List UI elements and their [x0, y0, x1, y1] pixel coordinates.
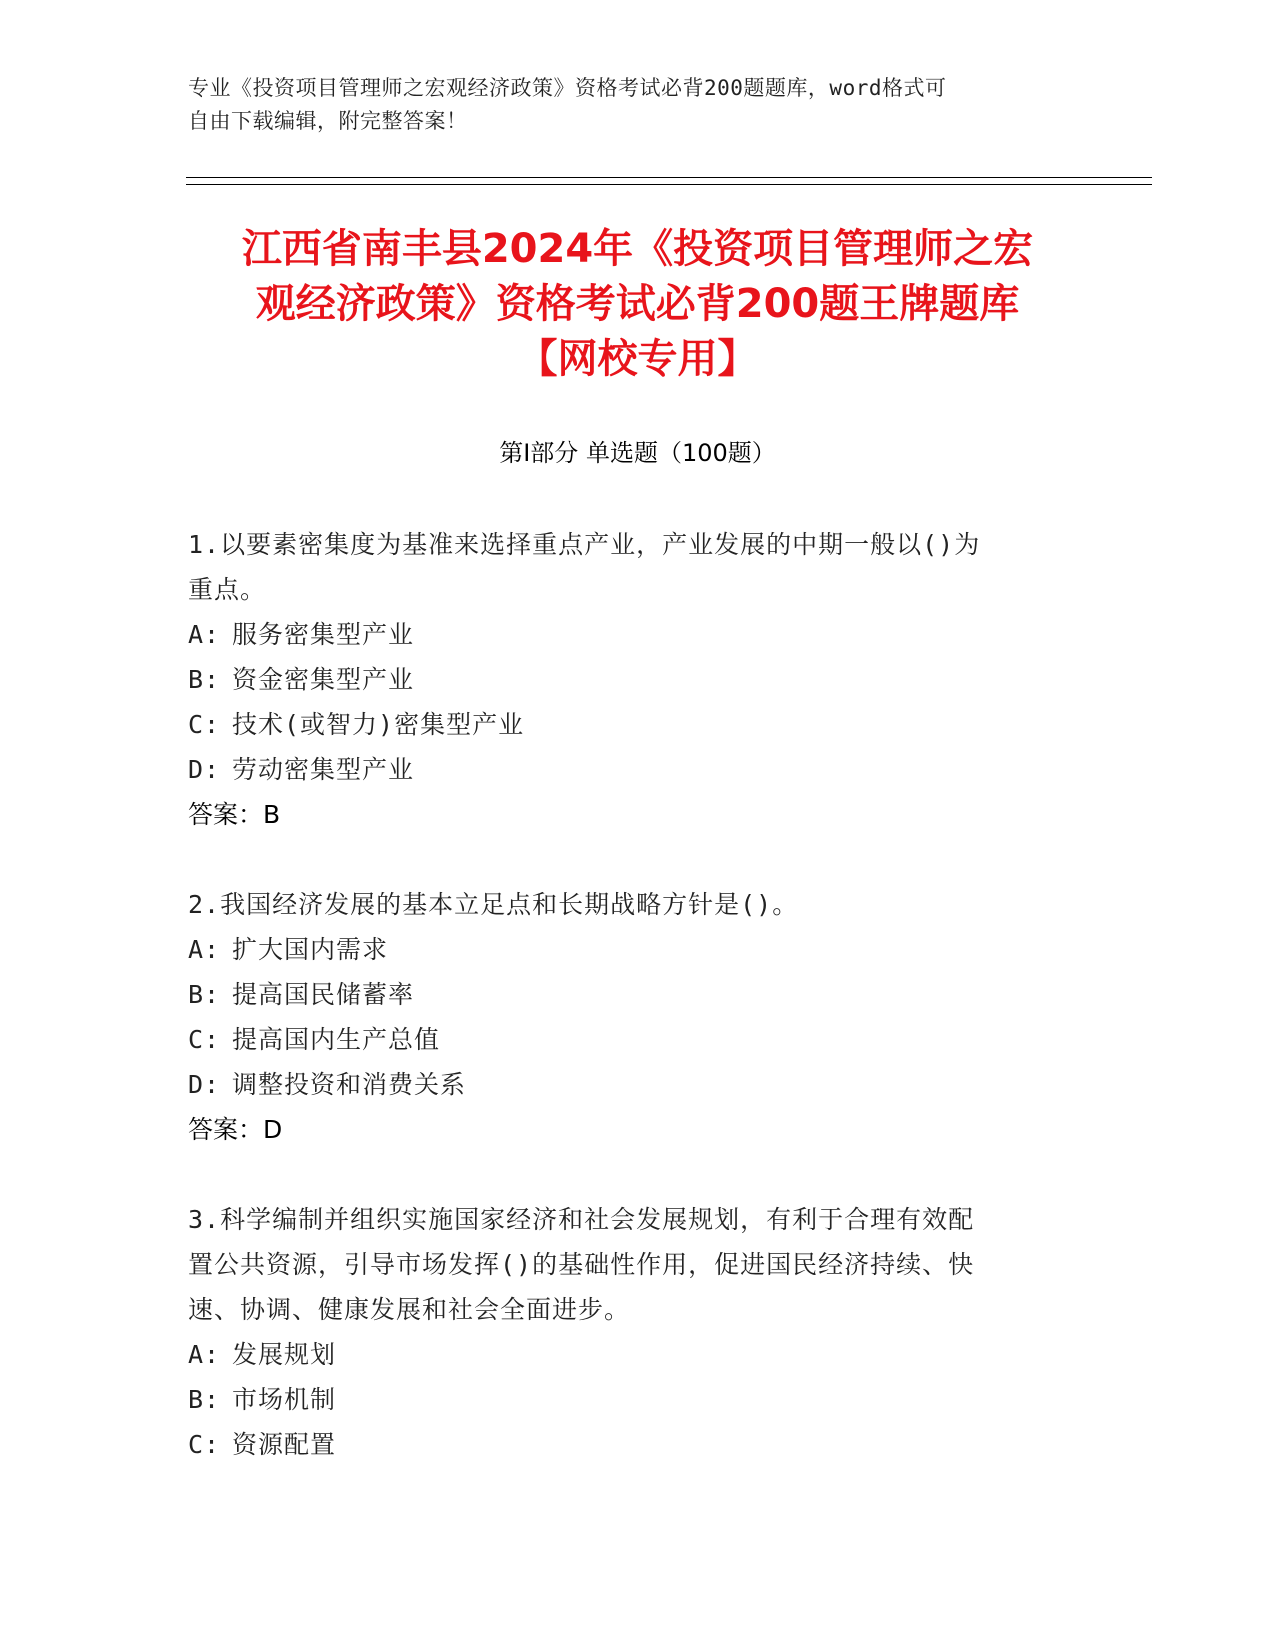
option-key: A: [188, 620, 221, 649]
option-key: D: [188, 755, 221, 784]
option-text: 服务密集型产业 [232, 620, 415, 649]
option-d [188, 1062, 1068, 1107]
stem-line: 3.科学编制并组织实施国家经济和社会发展规划，有利于合理有效配 [188, 1205, 975, 1234]
option-a [188, 927, 1068, 972]
title-line: 江西省南丰县2024年《投资项目管理师之宏 [241, 226, 1034, 272]
option-key: B: [188, 1385, 221, 1414]
option-b [188, 972, 1068, 1017]
question-stem [188, 522, 1068, 612]
option-text: 提高国内生产总值 [232, 1025, 441, 1054]
stem-line: 置公共资源，引导市场发挥()的基础性作用，促进国民经济持续、快 [188, 1250, 975, 1279]
divider-line [186, 177, 1152, 178]
stem-line: 1.以要素密集度为基准来选择重点产业，产业发展的中期一般以()为 [188, 530, 981, 559]
option-text: 市场机制 [232, 1385, 337, 1414]
option-d [188, 747, 1068, 792]
option-key: A: [188, 1340, 221, 1369]
option-key: C: [188, 1430, 221, 1459]
option-key: C: [188, 710, 221, 739]
stem-line: 速、协调、健康发展和社会全面进步。 [188, 1295, 631, 1324]
option-c [188, 1017, 1068, 1062]
question-stem [188, 1197, 1068, 1332]
header-line: 专业《投资项目管理师之宏观经济政策》资格考试必背200题题库，word格式可 [188, 76, 947, 100]
option-text: 资源配置 [232, 1430, 337, 1459]
option-text: 扩大国内需求 [232, 935, 389, 964]
option-b [188, 657, 1068, 702]
section-title: 第Ⅰ部分 单选题（100题） [499, 439, 776, 467]
option-c [188, 702, 1068, 747]
title-line: 【网校专用】 [517, 336, 758, 382]
answer-label: 答案：D [188, 1115, 283, 1144]
option-key: D: [188, 1070, 221, 1099]
answer-label: 答案：B [188, 800, 281, 829]
option-text: 资金密集型产业 [232, 665, 415, 694]
option-key: B: [188, 980, 221, 1009]
document-title [160, 222, 1115, 387]
stem-line: 重点。 [188, 575, 267, 604]
question-2 [188, 882, 1068, 1152]
header-line: 自由下载编辑，附完整答案！ [188, 109, 468, 133]
option-text: 技术(或智力)密集型产业 [232, 710, 525, 739]
question-stem [188, 882, 1068, 927]
header-note [188, 72, 1068, 138]
option-text: 发展规划 [232, 1340, 337, 1369]
option-c [188, 1422, 1068, 1467]
option-a [188, 1332, 1068, 1377]
option-text: 调整投资和消费关系 [232, 1070, 467, 1099]
option-text: 提高国民储蓄率 [232, 980, 415, 1009]
option-key: C: [188, 1025, 221, 1054]
question-1 [188, 522, 1068, 837]
option-b [188, 1377, 1068, 1422]
option-text: 劳动密集型产业 [232, 755, 415, 784]
title-line: 观经济政策》资格考试必背200题王牌题库 [255, 281, 1020, 327]
option-a [188, 612, 1068, 657]
stem-line: 2.我国经济发展的基本立足点和长期战略方针是()。 [188, 890, 799, 919]
question-3 [188, 1197, 1068, 1467]
option-key: B: [188, 665, 221, 694]
option-key: A: [188, 935, 221, 964]
divider-line [186, 184, 1152, 185]
